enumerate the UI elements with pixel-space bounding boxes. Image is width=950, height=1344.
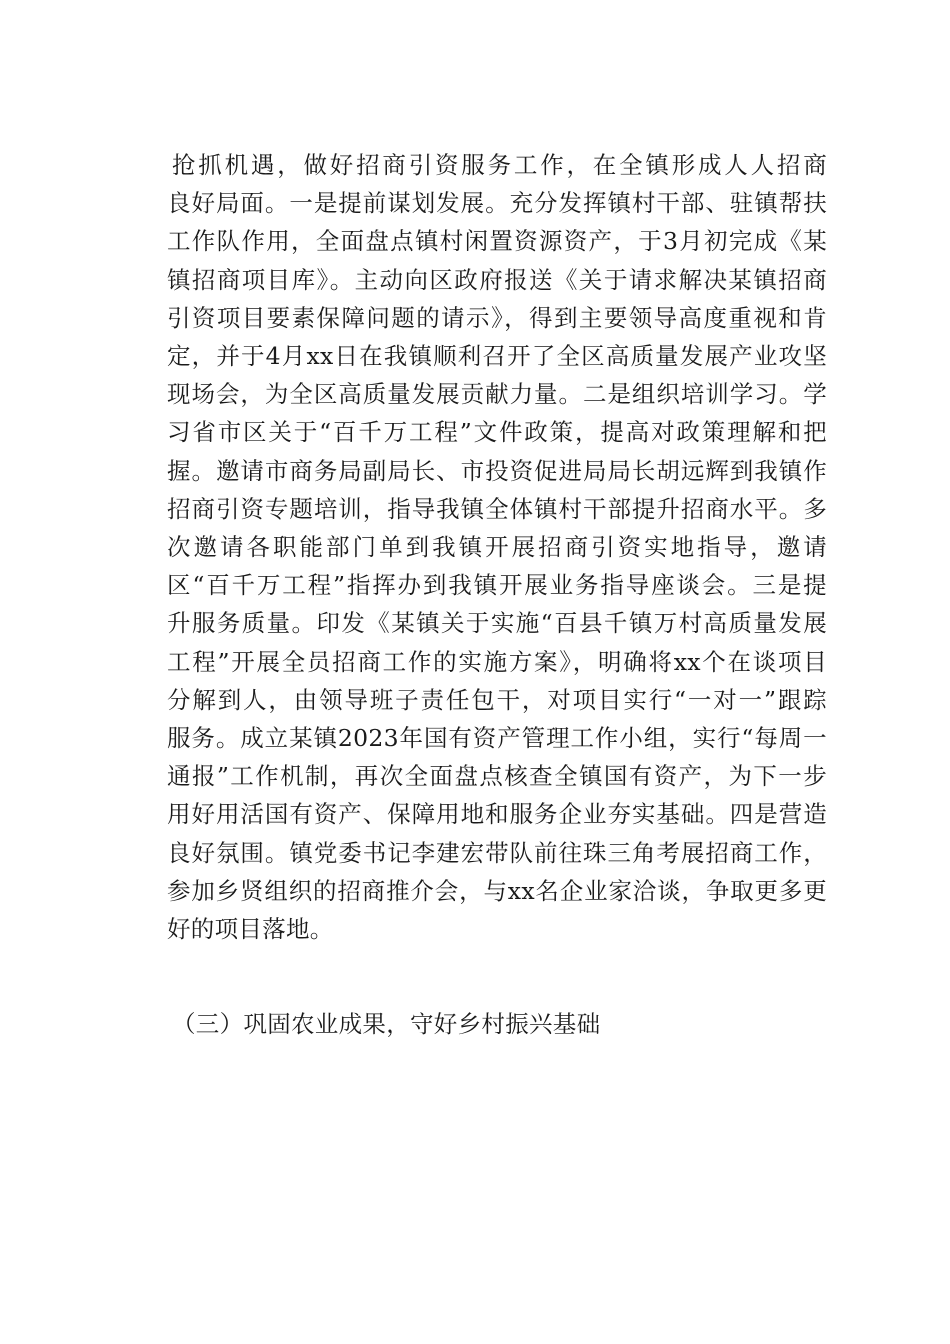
paragraph-line-13: 升服务质量。印发《某镇关于实施“百县千镇万村高质量发展	[167, 609, 827, 638]
section-heading: （三）巩固农业成果，守好乡村振兴基础	[172, 1010, 601, 1038]
paragraph-line-1: 抢抓机遇，做好招商引资服务工作，在全镇形成人人招商	[172, 151, 827, 179]
paragraph-line-20: 参加乡贤组织的招商推介会，与xx名企业家洽谈，争取更多更	[167, 876, 827, 905]
paragraph-line-2: 良好局面。一是提前谋划发展。充分发挥镇村干部、驻镇帮扶	[167, 189, 827, 218]
paragraph-line-12: 区“百千万工程”指挥办到我镇开展业务指导座谈会。三是提	[167, 571, 827, 600]
paragraph-line-11: 次邀请各职能部门单到我镇开展招商引资实地指导，邀请	[167, 533, 827, 562]
paragraph-line-21: 好的项目落地。	[167, 915, 334, 944]
paragraph-line-18: 用好用活国有资产、保障用地和服务企业夯实基础。四是营造	[167, 800, 827, 829]
paragraph-line-17: 通报”工作机制，再次全面盘点核查全镇国有资产，为下一步	[167, 762, 827, 791]
paragraph-line-19: 良好氛围。镇党委书记李建宏带队前往珠三角考展招商工作，	[167, 838, 827, 867]
paragraph-line-3: 工作队作用，全面盘点镇村闲置资源资产，于3月初完成《某	[167, 227, 827, 256]
paragraph-line-9: 握。邀请市商务局副局长、市投资促进局局长胡远辉到我镇作	[167, 456, 827, 485]
paragraph-line-15: 分解到人，由领导班子责任包干，对项目实行“一对一”跟踪	[167, 685, 827, 714]
paragraph-line-16: 服务。成立某镇2023年国有资产管理工作小组，实行“每周一	[167, 724, 827, 753]
body-paragraph	[167, 146, 827, 948]
paragraph-line-14: 工程”开展全员招商工作的实施方案》，明确将xx个在谈项目	[167, 647, 827, 676]
paragraph-line-6: 定，并于4月xx日在我镇顺利召开了全区高质量发展产业攻坚	[167, 342, 827, 371]
paragraph-line-7: 现场会，为全区高质量发展贡献力量。二是组织培训学习。学	[167, 380, 827, 409]
paragraph-line-8: 习省市区关于“百千万工程”文件政策，提高对政策理解和把	[167, 418, 827, 447]
paragraph-line-4: 镇招商项目库》。主动向区政府报送《关于请求解决某镇招商	[167, 265, 827, 294]
paragraph-line-5: 引资项目要素保障问题的请示》，得到主要领导高度重视和肯	[167, 303, 827, 332]
paragraph-line-10: 招商引资专题培训，指导我镇全体镇村干部提升招商水平。多	[167, 494, 827, 523]
